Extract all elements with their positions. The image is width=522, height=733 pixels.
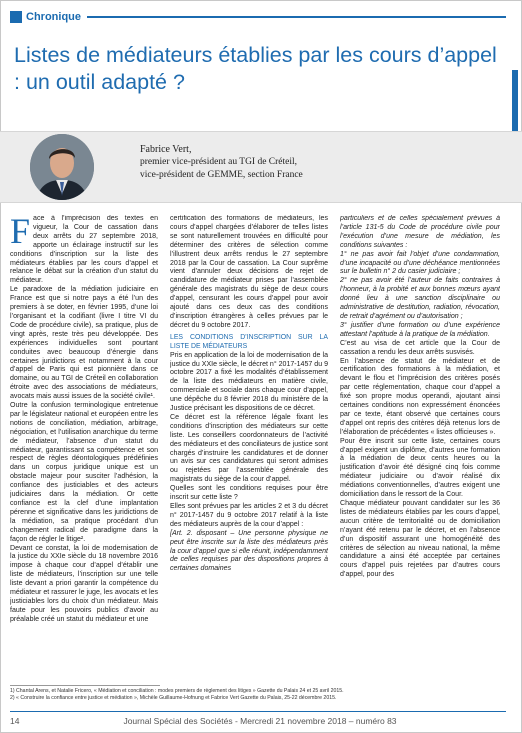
- footer-rule: [10, 711, 506, 712]
- paragraph: Le paradoxe de la médiation judiciaire en France est que si notre pays a été l’un des premiers à se doter, en février 1995, d’une loi l’organisant et la codifiant (livre I titre VI du Code de procédure civile), sa pratique, plus de vingt après, reste très peu développée. Des expériences individuelles sont pourtant conduites avec beaucoup d’énergie dans certaines juridictions et notamment à la cour d’appel de Paris qui est pionnière dans ce domaine, ou au TGI de Créteil en collaboration étroite avec des associations de médiateurs, avocats mais aussi issues de la société civile¹.: [10, 286, 158, 401]
- paragraph: certification des formations de médiateurs, les cours d’appel chargées d’élaborer de telles listes se sont naturellement trouvées en difficulté pour déterminer des critères de sélection comme l’illustrent deux arrêts rendus le 27 septembre 2018 par la Cour de cassation. La Cour suprême vient d’annuler deux décisions de rejet de candidature de médiateur prises par l’assemblée générale des magistrats du siège de deux cours d’appel, censurant les cours d’appel pour avoir ajouté dans ces deux cas des conditions d’inscription étrangères à celles prévues par le décret du 9 octobre 2017.: [170, 215, 328, 329]
- paragraph: En l’absence de statut de médiateur et de certification des formations à la médiation, et devant le flou et l’imprécision des critères posés par cette réglementation, chaque cour d’appel a fixé son propre modus operandi, ajoutant ainsi certaines conditions non expressément énoncées par ce texte, étant observé que certaines cours d’appel ont repris des critères déjà retenus lors de l’élaboration de précédentes « listes officieuses ».: [340, 357, 500, 436]
- article-column-3: [340, 215, 500, 680]
- author-info: [140, 143, 510, 182]
- page-number: 14: [10, 716, 20, 726]
- section-label: Chronique: [26, 11, 81, 23]
- author-photo: [30, 134, 94, 200]
- paragraph: ace à l’imprécision des textes en vigueur, la Cour de cassation dans deux arrêts du 27 septembre 2018, apporte un éclairage instructif sur les conditions d’inscription sur la liste des médiateurs établies par les cours d’appel et relance le débat sur la création d’un statut du médiateur.: [10, 215, 158, 285]
- paragraph: Elles sont prévues par les articles 2 et 3 du décret n° 2017-1457 du 9 octobre 2017 relatif à la liste des médiateurs auprès de la cour d’appel :: [170, 503, 328, 528]
- section-rule: [87, 16, 506, 18]
- author-role-1: premier vice-président au TGI de Créteil,: [140, 157, 298, 167]
- footnote: 2) « Construire la confiance entre justice et médiation », Michèle Guillaume-Hofnung et Fabrice Vert Gazette du Palais, 25-22 décembre 2015.: [10, 695, 337, 701]
- paragraph: 2° ne pas avoir été l’auteur de faits contraires à l’honneur, à la probité et aux bonnes mœurs ayant donné lieu à une sanction disciplinaire ou administrative de destitution, radiation, révocation, de retrait d’agrément ou d’autorisation ;: [340, 277, 500, 320]
- drop-cap: F: [10, 215, 31, 251]
- article-column-2: [170, 215, 328, 680]
- paragraph: Pris en application de la loi de modernisation de la justice du XXIe siècle, le décret n° 2017-1457 du 9 octobre 2017 a fixé les modalités d’établissement de la liste des médiateurs en matière civile, commerciale et sociale dans chaque cour d’appel, une dépêche du 8 février 2018 du ministère de la Justice précisant les dispositions de ce décret.: [170, 351, 328, 413]
- author-role-2: vice-président de GEMME, section France: [140, 170, 303, 180]
- footnote: 1) Chantal Arens, et Natalie Fricero, « Médiation et conciliation : modes premiers de règlement des litiges » Gazette du Palais 24 et 25 avril 2015.: [10, 688, 344, 694]
- footnote-rule: [10, 685, 160, 686]
- paragraph: Quelles sont les conditions requises pour être inscrit sur cette liste ?: [170, 485, 328, 502]
- paragraph: 3° justifier d’une formation ou d’une expérience attestant l’aptitude à la pratique de la médiation.: [340, 321, 500, 338]
- paragraph: C’est au visa de cet article que la Cour de cassation a rendu les deux arrêts susvisés.: [340, 339, 500, 356]
- author-name: Fabrice Vert,: [140, 144, 192, 155]
- publication-line: Journal Spécial des Sociétés - Mercredi 21 novembre 2018 – numéro 83: [123, 716, 397, 726]
- section-header: [10, 9, 506, 25]
- footnotes: [10, 688, 506, 702]
- paragraph: Devant ce constat, la loi de modernisation de la justice du XXIe siècle du 18 novembre 2016 impose à chaque cour d’appel d’établir une liste de médiateurs, l’inscription sur une telle liste devant a priori garantir la compétence du médiateur et rassurer le juge, les avocats et les justiciables lors du choix d’un médiateur. Mais faute pour les pouvoirs publics d’avoir au préalable créé un statut du médiateur et une: [10, 544, 158, 623]
- paragraph: 1° ne pas avoir fait l’objet d’une condamnation, d’une incapacité ou d’une déchéance mentionnées sur le bulletin n° 2 du casier judiciaire ;: [340, 250, 500, 276]
- paragraph: Chaque médiateur pouvant candidater sur les 36 listes de médiateurs établies par les cours d’appel, aucun critère de territorialité ou de domiciliation n’ayant été retenu par le décret, et en l’absence d’un dispositif assurant une homogénéité des critères de sélection au niveau national, la même candidature a ainsi été acceptée par certaines cours d’appel puis rejetées par d’autres cours d’appel, pour des: [340, 500, 500, 579]
- paragraph: Outre la confusion terminologique entretenue par le législateur national et européen entre les notions de conciliation, médiation, arbitrage, négociation, et l’utilisation anarchique du terme de médiateur, l’absence d’un statut du médiateur, garantissant sa compétence et son respect de règles déontologiques prédéfinies dans un corpus juridique unique est un obstacle majeur pour susciter l’adhésion, la confiance des justiciables et des acteurs judiciaires dans la médiation. Or cette confiance est la clef d’une implantation pérenne et significative dans les juridictions de la médiation, sa pratique procédant d’un changement radical de paradigme dans la façon de régler le litige².: [10, 402, 158, 543]
- paragraph: [Art. 2. disposant – Une personne physique ne peut être inscrite sur la liste des médiateurs près la cour d’appel que si elle réunit, indépendamment de celles requises par des dispositions propres à certaines domaines: [170, 529, 328, 573]
- section-square-icon: [10, 11, 22, 23]
- paragraph: Pour être inscrit sur cette liste, certaines cours d’appel exigent un diplôme, d’autres une formation à la médiation de deux cents heures ou la justification d’avoir été désigné cinq fois comme médiateur judiciaire ou d’avoir réalisé dix médiations conventionnelles, d’autres exigent une domiciliation dans le ressort de la Cour.: [340, 437, 500, 499]
- article-column-1: [10, 215, 158, 680]
- subsection-heading: LES CONDITIONS D’INSCRIPTION SUR LA LISTE DE MÉDIATEURS: [170, 333, 328, 350]
- article-title: Listes de médiateurs établies par les cours d’appel : un outil adapté ?: [14, 43, 497, 94]
- paragraph: Ce décret est la référence légale fixant les conditions d’inscription des médiateurs sur cette liste. Les conseillers coordonnateurs de l’activité des médiateurs et des conciliateurs de justice sont chargés d’instruire les candidatures et de donner un avis sur ces candidatures qui seront admises ou rejetées par l’assemblée générale des magistrats du siège de la cour d’appel.: [170, 413, 328, 484]
- paragraph: particuliers et de celles spécialement prévues à l’article 131-5 du Code de procédure civile pour l’exécution d’une mesure de médiation, les conditions suivantes :: [340, 215, 500, 249]
